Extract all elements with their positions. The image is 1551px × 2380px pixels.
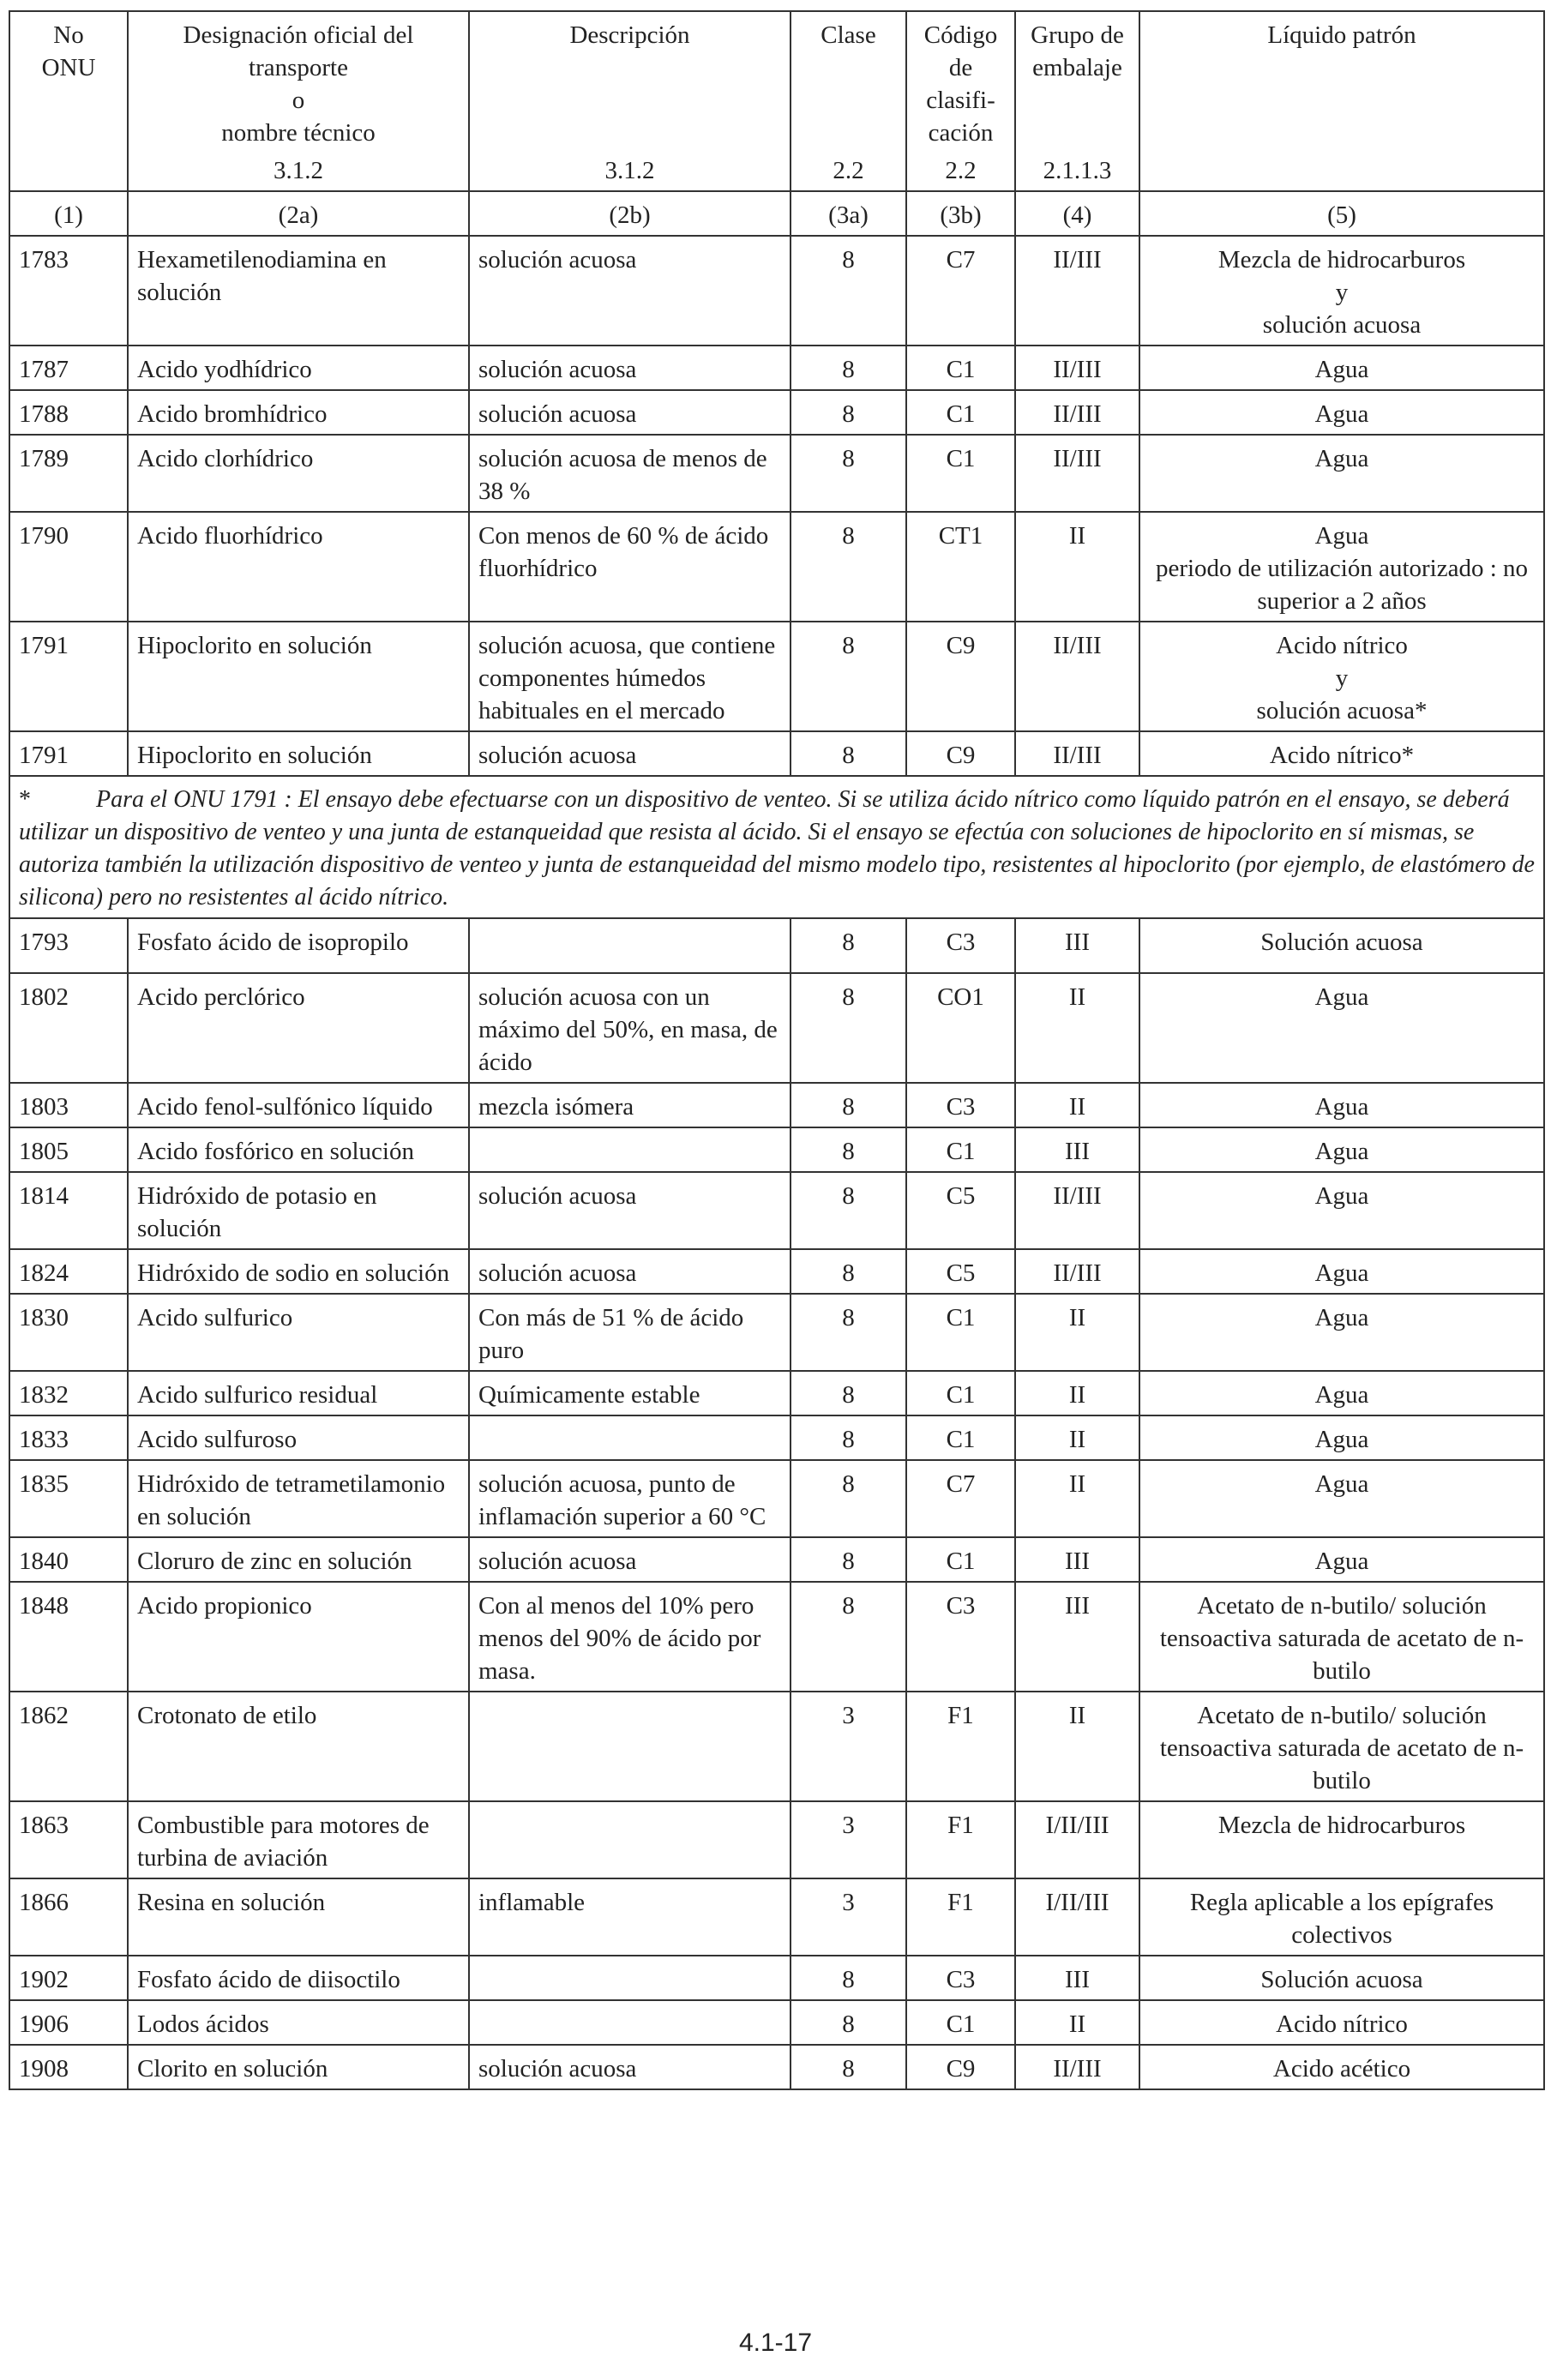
table-row	[9, 1371, 1544, 1415]
onu-cell: 1790	[9, 512, 128, 622]
name-cell: Acido bromhídrico	[128, 390, 469, 435]
column-number: (3b)	[906, 191, 1015, 236]
class-cell: 8	[791, 1582, 906, 1692]
packing-group-cell: II/III	[1015, 731, 1139, 776]
onu-cell: 1908	[9, 2045, 128, 2089]
table-row	[9, 1249, 1544, 1294]
packing-group-cell: III	[1015, 1582, 1139, 1692]
description-cell: Con al menos del 10% pero menos del 90% de ácido por masa.	[469, 1582, 791, 1692]
classification-code-cell: F1	[906, 1878, 1015, 1956]
table-row	[9, 1415, 1544, 1460]
name-cell: Acido perclórico	[128, 973, 469, 1083]
onu-cell: 1824	[9, 1249, 128, 1294]
name-cell: Hipoclorito en solución	[128, 622, 469, 731]
description-cell: solución acuosa con un máximo del 50%, en masa, de ácido	[469, 973, 791, 1083]
packing-group-cell: II	[1015, 1415, 1139, 1460]
classification-code-cell: F1	[906, 1692, 1015, 1801]
classification-code-cell: C1	[906, 2000, 1015, 2045]
standard-liquid-cell: Acido nítrico y solución acuosa*	[1139, 622, 1544, 731]
description-cell	[469, 2000, 791, 2045]
name-cell: Fosfato ácido de diisoctilo	[128, 1956, 469, 2000]
standard-liquid-cell: Agua	[1139, 1249, 1544, 1294]
description-cell: solución acuosa, punto de inflamación superior a 60 °C	[469, 1460, 791, 1537]
description-cell: mezcla isómera	[469, 1083, 791, 1127]
class-cell: 8	[791, 1249, 906, 1294]
header-liquido	[1139, 11, 1544, 191]
standard-liquid-cell: Agua	[1139, 435, 1544, 512]
standard-liquid-cell: Solución acuosa	[1139, 1956, 1544, 2000]
header-row	[9, 11, 1544, 191]
packing-group-cell: II/III	[1015, 1172, 1139, 1249]
onu-cell: 1791	[9, 731, 128, 776]
description-cell	[469, 1415, 791, 1460]
header-ref: 2.1.1.3	[1043, 157, 1112, 184]
name-cell: Clorito en solución	[128, 2045, 469, 2089]
packing-group-cell: II	[1015, 2000, 1139, 2045]
column-number: (1)	[9, 191, 128, 236]
class-cell: 8	[791, 1083, 906, 1127]
class-cell: 8	[791, 512, 906, 622]
table-row	[9, 1127, 1544, 1172]
header-ref: 2.2	[833, 157, 864, 184]
table-row	[9, 512, 1544, 622]
page-number: 4.1-17	[738, 2329, 813, 2357]
class-cell: 8	[791, 1537, 906, 1582]
class-cell: 8	[791, 2000, 906, 2045]
description-cell	[469, 1692, 791, 1801]
classification-code-cell: C3	[906, 1956, 1015, 2000]
description-cell: solución acuosa de menos de 38 %	[469, 435, 791, 512]
header-grupo	[1015, 11, 1139, 191]
standard-liquid-cell: Agua	[1139, 1537, 1544, 1582]
standard-liquid-cell: Solución acuosa	[1139, 918, 1544, 973]
name-cell: Hexametilenodiamina en solución	[128, 236, 469, 346]
standard-liquid-cell: Agua	[1139, 1460, 1544, 1537]
description-cell: solución acuosa	[469, 731, 791, 776]
packing-group-cell: II/III	[1015, 236, 1139, 346]
header-title: Código de clasifi- cación	[923, 21, 998, 147]
table-row	[9, 2045, 1544, 2089]
onu-cell: 1793	[9, 918, 128, 973]
name-cell: Acido sulfuroso	[128, 1415, 469, 1460]
onu-cell: 1783	[9, 236, 128, 346]
onu-cell: 1789	[9, 435, 128, 512]
description-cell: solución acuosa	[469, 390, 791, 435]
onu-cell: 1866	[9, 1878, 128, 1956]
name-cell: Lodos ácidos	[128, 2000, 469, 2045]
name-cell: Acido fluorhídrico	[128, 512, 469, 622]
classification-code-cell: C5	[906, 1172, 1015, 1249]
header-codigo	[906, 11, 1015, 191]
description-cell	[469, 1956, 791, 2000]
standard-liquid-cell: Acido nítrico*	[1139, 731, 1544, 776]
classification-code-cell: C1	[906, 1415, 1015, 1460]
standard-liquid-cell: Acetato de n-butilo/ solución tensoactiva saturada de acetato de n-butilo	[1139, 1582, 1544, 1692]
standard-liquid-cell: Agua	[1139, 1415, 1544, 1460]
standard-liquid-cell: Agua	[1139, 1371, 1544, 1415]
classification-code-cell: C7	[906, 236, 1015, 346]
packing-group-cell: II	[1015, 1371, 1139, 1415]
onu-cell: 1906	[9, 2000, 128, 2045]
onu-cell: 1833	[9, 1415, 128, 1460]
table-row	[9, 1956, 1544, 2000]
column-number: (2b)	[469, 191, 791, 236]
class-cell: 8	[791, 346, 906, 390]
footnote	[9, 776, 1544, 918]
packing-group-cell: II/III	[1015, 622, 1139, 731]
footnote-section	[9, 776, 1544, 918]
onu-cell: 1791	[9, 622, 128, 731]
class-cell: 8	[791, 973, 906, 1083]
onu-cell: 1803	[9, 1083, 128, 1127]
class-cell: 8	[791, 1294, 906, 1371]
class-cell: 8	[791, 918, 906, 973]
description-cell: Con más de 51 % de ácido puro	[469, 1294, 791, 1371]
packing-group-cell: III	[1015, 918, 1139, 973]
class-cell: 8	[791, 1371, 906, 1415]
table-row	[9, 1083, 1544, 1127]
class-cell: 3	[791, 1801, 906, 1878]
header-clase	[791, 11, 906, 191]
packing-group-cell: II	[1015, 1294, 1139, 1371]
packing-group-cell: II	[1015, 1083, 1139, 1127]
packing-group-cell: III	[1015, 1127, 1139, 1172]
onu-cell: 1814	[9, 1172, 128, 1249]
rows-before-note	[9, 236, 1544, 776]
class-cell: 8	[791, 1415, 906, 1460]
table-row	[9, 1878, 1544, 1956]
header-title: Designación oficial del transporte o nombre técnico	[183, 21, 414, 147]
standard-liquid-cell: Agua	[1139, 1127, 1544, 1172]
standard-liquid-cell: Agua	[1139, 973, 1544, 1083]
onu-cell: 1840	[9, 1537, 128, 1582]
onu-cell: 1848	[9, 1582, 128, 1692]
class-cell: 8	[791, 731, 906, 776]
packing-group-cell: I/II/III	[1015, 1878, 1139, 1956]
table-row	[9, 236, 1544, 346]
onu-cell: 1863	[9, 1801, 128, 1878]
standard-liquid-cell: Agua	[1139, 1083, 1544, 1127]
table-row	[9, 1460, 1544, 1537]
standard-liquid-cell: Agua periodo de utilización autorizado : no superior a 2 años	[1139, 512, 1544, 622]
name-cell: Acido propionico	[128, 1582, 469, 1692]
standard-liquid-cell: Agua	[1139, 390, 1544, 435]
footnote-marker: *	[19, 786, 31, 813]
class-cell: 3	[791, 1878, 906, 1956]
onu-cell: 1805	[9, 1127, 128, 1172]
class-cell: 8	[791, 622, 906, 731]
class-cell: 8	[791, 1127, 906, 1172]
onu-cell: 1832	[9, 1371, 128, 1415]
header-title: Líquido patrón	[1267, 21, 1416, 49]
table-row	[9, 2000, 1544, 2045]
header-title: Grupo de embalaje	[1031, 21, 1124, 81]
description-cell: solución acuosa	[469, 1172, 791, 1249]
classification-code-cell: F1	[906, 1801, 1015, 1878]
dangerous-goods-table	[9, 10, 1545, 2090]
classification-code-cell: C1	[906, 390, 1015, 435]
classification-code-cell: C9	[906, 731, 1015, 776]
packing-group-cell: III	[1015, 1537, 1139, 1582]
name-cell: Acido clorhídrico	[128, 435, 469, 512]
column-number: (5)	[1139, 191, 1544, 236]
class-cell: 8	[791, 1460, 906, 1537]
class-cell: 8	[791, 390, 906, 435]
classification-code-cell: C3	[906, 918, 1015, 973]
name-cell: Fosfato ácido de isopropilo	[128, 918, 469, 973]
class-cell: 8	[791, 1956, 906, 2000]
description-cell	[469, 1801, 791, 1878]
standard-liquid-cell: Acido acético	[1139, 2045, 1544, 2089]
column-number: (2a)	[128, 191, 469, 236]
class-cell: 8	[791, 236, 906, 346]
class-cell: 8	[791, 435, 906, 512]
onu-cell: 1802	[9, 973, 128, 1083]
standard-liquid-cell: Acido nítrico	[1139, 2000, 1544, 2045]
header-descripcion	[469, 11, 791, 191]
description-cell: solución acuosa, que contiene componentes húmedos habituales en el mercado	[469, 622, 791, 731]
header-title: No ONU	[41, 21, 96, 81]
class-cell: 3	[791, 1692, 906, 1801]
classification-code-cell: C3	[906, 1083, 1015, 1127]
name-cell: Acido fenol-sulfónico líquido	[128, 1083, 469, 1127]
description-cell: solución acuosa	[469, 2045, 791, 2089]
table-row	[9, 731, 1544, 776]
packing-group-cell: II/III	[1015, 1249, 1139, 1294]
name-cell: Acido sulfurico residual	[128, 1371, 469, 1415]
standard-liquid-cell: Mezcla de hidrocarburos y solución acuosa	[1139, 236, 1544, 346]
table-row	[9, 1582, 1544, 1692]
description-cell: inflamable	[469, 1878, 791, 1956]
classification-code-cell: C1	[906, 1127, 1015, 1172]
name-cell: Hipoclorito en solución	[128, 731, 469, 776]
column-number-row	[9, 191, 1544, 236]
onu-cell: 1788	[9, 390, 128, 435]
name-cell: Combustible para motores de turbina de aviación	[128, 1801, 469, 1878]
classification-code-cell: C1	[906, 1537, 1015, 1582]
classification-code-cell: C1	[906, 1371, 1015, 1415]
table-row	[9, 435, 1544, 512]
description-cell: solución acuosa	[469, 1249, 791, 1294]
onu-cell: 1862	[9, 1692, 128, 1801]
standard-liquid-cell: Agua	[1139, 1172, 1544, 1249]
packing-group-cell: II/III	[1015, 2045, 1139, 2089]
name-cell: Hidróxido de tetrametilamonio en solución	[128, 1460, 469, 1537]
header-ref: 2.2	[945, 157, 977, 184]
packing-group-cell: II	[1015, 973, 1139, 1083]
header-title: Clase	[821, 21, 876, 49]
onu-cell: 1830	[9, 1294, 128, 1371]
table-row	[9, 1294, 1544, 1371]
description-cell: solución acuosa	[469, 346, 791, 390]
name-cell: Crotonato de etilo	[128, 1692, 469, 1801]
table-row	[9, 1692, 1544, 1801]
table-row	[9, 390, 1544, 435]
header-ref: 3.1.2	[604, 157, 655, 184]
classification-code-cell: C9	[906, 622, 1015, 731]
table-row	[9, 973, 1544, 1083]
name-cell: Cloruro de zinc en solución	[128, 1537, 469, 1582]
name-cell: Hidróxido de sodio en solución	[128, 1249, 469, 1294]
packing-group-cell: II/III	[1015, 346, 1139, 390]
classification-code-cell: C9	[906, 2045, 1015, 2089]
footnote-text: Para el ONU 1791 : El ensayo debe efectuarse con un dispositivo de venteo. Si se utiliza ácido nítrico como líquido patrón en el ensayo, se deberá utilizar un dispositivo de venteo y una junta de estanqueidad que resista al ácido. Si el ensayo se efectúa con soluciones de hipoclorito en sí mismas, se autoriza también la utilización dispositivo de venteo y junta de estanqueidad del mismo modelo tipo, resistentes al hipoclorito (por ejemplo, de elastómero de silicona) pero no resistentes al ácido nítrico.	[19, 786, 1535, 911]
classification-code-cell: C7	[906, 1460, 1015, 1537]
header-designacion	[128, 11, 469, 191]
classification-code-cell: CT1	[906, 512, 1015, 622]
table-row	[9, 1172, 1544, 1249]
classification-code-cell: CO1	[906, 973, 1015, 1083]
description-cell	[469, 1127, 791, 1172]
class-cell: 8	[791, 1172, 906, 1249]
name-cell: Acido yodhídrico	[128, 346, 469, 390]
packing-group-cell: II	[1015, 1460, 1139, 1537]
table-row	[9, 1537, 1544, 1582]
onu-cell: 1902	[9, 1956, 128, 2000]
packing-group-cell: II	[1015, 512, 1139, 622]
description-cell: solución acuosa	[469, 1537, 791, 1582]
description-cell: Químicamente estable	[469, 1371, 791, 1415]
name-cell: Acido sulfurico	[128, 1294, 469, 1371]
packing-group-cell: II/III	[1015, 390, 1139, 435]
class-cell: 8	[791, 2045, 906, 2089]
onu-cell: 1787	[9, 346, 128, 390]
classification-code-cell: C3	[906, 1582, 1015, 1692]
packing-group-cell: II/III	[1015, 435, 1139, 512]
name-cell: Acido fosfórico en solución	[128, 1127, 469, 1172]
table-row	[9, 918, 1544, 973]
classification-code-cell: C1	[906, 435, 1015, 512]
packing-group-cell: I/II/III	[1015, 1801, 1139, 1878]
standard-liquid-cell: Acetato de n-butilo/ solución tensoactiva saturada de acetato de n-butilo	[1139, 1692, 1544, 1801]
rows-after-note	[9, 918, 1544, 2089]
standard-liquid-cell: Agua	[1139, 1294, 1544, 1371]
classification-code-cell: C1	[906, 1294, 1015, 1371]
header-ref: 3.1.2	[274, 157, 323, 184]
table-row	[9, 622, 1544, 731]
onu-cell: 1835	[9, 1460, 128, 1537]
footnote-row	[9, 776, 1544, 918]
standard-liquid-cell: Mezcla de hidrocarburos	[1139, 1801, 1544, 1878]
packing-group-cell: II	[1015, 1692, 1139, 1801]
standard-liquid-cell: Agua	[1139, 346, 1544, 390]
header-title: Descripción	[569, 21, 690, 49]
table-row	[9, 1801, 1544, 1878]
standard-liquid-cell: Regla aplicable a los epígrafes colectivos	[1139, 1878, 1544, 1956]
classification-code-cell: C5	[906, 1249, 1015, 1294]
column-number: (4)	[1015, 191, 1139, 236]
name-cell: Resina en solución	[128, 1878, 469, 1956]
description-cell: Con menos de 60 % de ácido fluorhídrico	[469, 512, 791, 622]
column-number: (3a)	[791, 191, 906, 236]
name-cell: Hidróxido de potasio en solución	[128, 1172, 469, 1249]
packing-group-cell: III	[1015, 1956, 1139, 2000]
description-cell: solución acuosa	[469, 236, 791, 346]
description-cell	[469, 918, 791, 973]
table-row	[9, 346, 1544, 390]
header-no-onu	[9, 11, 128, 191]
classification-code-cell: C1	[906, 346, 1015, 390]
